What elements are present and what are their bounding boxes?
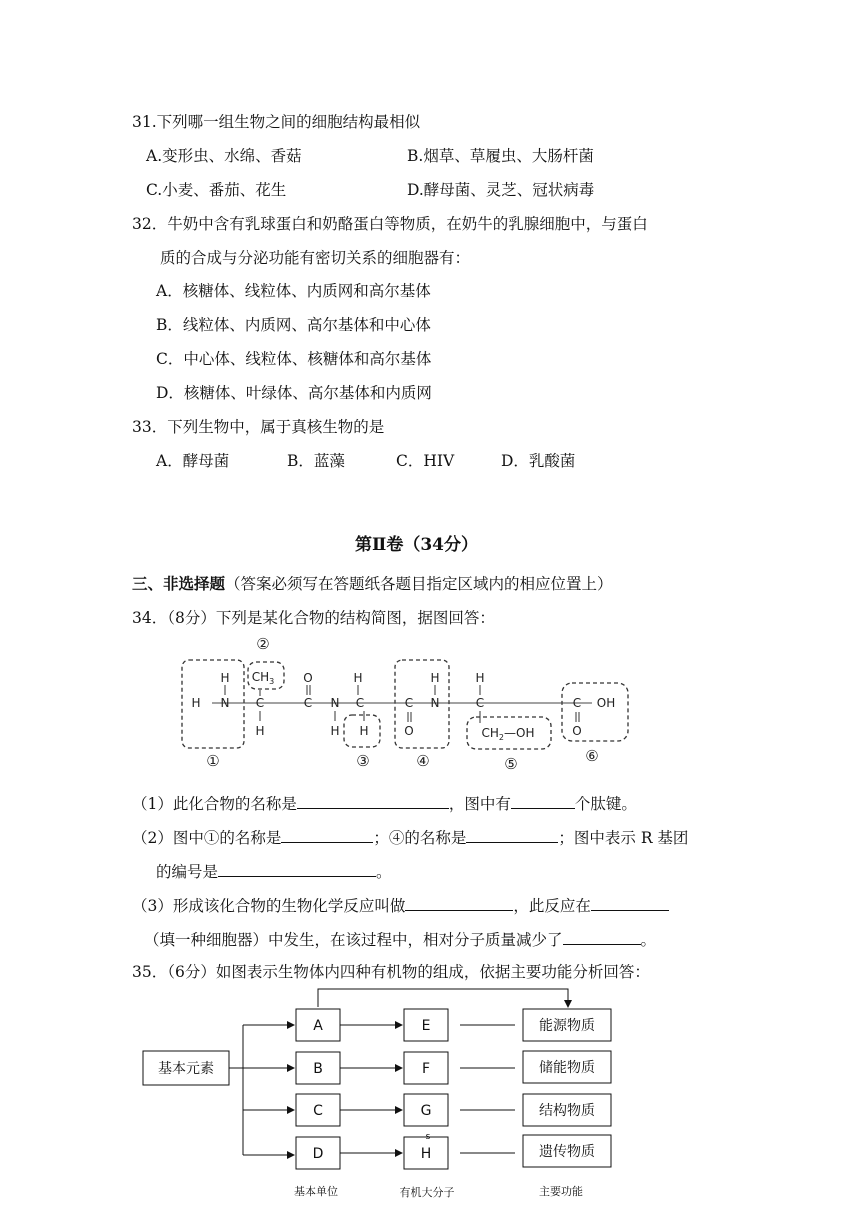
- atom-c-carbonyl-1: C: [303, 696, 313, 710]
- macro-label-h: H: [420, 1146, 432, 1162]
- atom-o-3: O: [572, 724, 582, 738]
- q34-sub3-text-c: （填一种细胞器）中发生，在该过程中，相对分子质量减少了: [144, 931, 563, 949]
- macro-label-g: G: [420, 1103, 432, 1119]
- macro-label-e: E: [421, 1018, 431, 1034]
- q31-option-b: B.烟草、草履虫、大肠杆菌: [407, 147, 594, 165]
- section-label: 三、非选择题: [132, 574, 226, 593]
- q34-sub2-text-a: （2）图中①的名称是: [132, 829, 282, 847]
- function-label-genetic: 遗传物质: [539, 1144, 595, 1160]
- atom-h-top-4: H: [475, 671, 485, 685]
- peptide-structure-diagram: [180, 633, 640, 773]
- macro-label-f: F: [421, 1061, 431, 1077]
- q31-stem: 31.下列哪一组生物之间的细胞结构最相似: [132, 113, 421, 131]
- q34-sub2: [132, 826, 688, 848]
- atom-c-alpha-3: C: [475, 696, 485, 710]
- unit-label-a: A: [313, 1018, 323, 1034]
- answer-blank-mass[interactable]: [563, 928, 641, 945]
- atom-h-n2: H: [330, 724, 340, 738]
- unit-label-b: B: [313, 1061, 323, 1077]
- atom-ch3: $CH_3$: [251, 670, 275, 686]
- atom-n-3: N: [430, 696, 440, 710]
- q34-sub3-text-a: （3）形成该化合物的生物化学反应叫做: [132, 897, 406, 915]
- q32-option-b: B．线粒体、内质网、高尔基体和中心体: [156, 316, 431, 334]
- q33-option-b: B．蓝藻: [287, 452, 345, 470]
- q34-sub1-text-a: （1）此化合物的名称是: [132, 795, 297, 813]
- q34-sub1-text-c: 个肽键。: [574, 795, 637, 813]
- section-heading: [132, 574, 613, 594]
- stray-mark: s: [425, 1132, 431, 1142]
- footer-basic-unit: 基本单位: [294, 1185, 338, 1198]
- q34-sub3: [132, 894, 669, 916]
- function-label-structural: 结构物质: [539, 1103, 595, 1119]
- q34-sub2-text-b: ；④的名称是: [373, 829, 467, 847]
- q33-option-c: C．HIV: [396, 452, 455, 470]
- label-5: ⑤: [504, 755, 518, 773]
- answer-blank-reaction[interactable]: [405, 894, 513, 911]
- atom-h-r2: H: [359, 724, 369, 738]
- atom-h-top-3: H: [430, 671, 440, 685]
- q34-sub1-text-b: ，图中有: [448, 795, 511, 813]
- atom-c-carboxyl: C: [572, 696, 582, 710]
- atom-n-1: N: [220, 696, 230, 710]
- atom-n-2: N: [330, 696, 340, 710]
- q34-stem: 34．（8分）下列是某化合物的结构简图，据图回答：: [132, 609, 495, 627]
- atom-c-alpha-2: C: [355, 696, 365, 710]
- atom-ch2oh: $CH_2—OH$: [481, 726, 535, 742]
- atom-h-top-1: H: [220, 671, 230, 685]
- answer-blank-group4[interactable]: [466, 826, 558, 843]
- q32-option-c: C．中心体、线粒体、核糖体和高尔基体: [156, 350, 432, 368]
- atom-h-top-2: H: [353, 671, 363, 685]
- label-2: ②: [256, 635, 270, 653]
- atom-o-1: O: [303, 671, 313, 685]
- q34-sub2-text-e: 。: [376, 863, 392, 881]
- answer-blank-peptide-count[interactable]: [511, 792, 575, 809]
- function-label-energy: 能源物质: [539, 1018, 595, 1034]
- part2-title: 第Ⅱ卷（34分）: [355, 535, 478, 555]
- atom-c-alpha-1: C: [255, 696, 265, 710]
- unit-label-c: C: [313, 1103, 323, 1119]
- q34-sub3-cont: [144, 928, 656, 950]
- atom-o-2: O: [404, 724, 414, 738]
- footer-function: 主要功能: [539, 1185, 583, 1198]
- answer-blank-compound-name[interactable]: [297, 792, 449, 809]
- atom-h-left: H: [191, 696, 201, 710]
- source-label: 基本元素: [158, 1061, 214, 1077]
- q33-option-d: D．乳酸菌: [501, 452, 576, 470]
- biomolecule-flow-diagram: [130, 985, 650, 1200]
- q33-stem: 33．下列生物中，属于真核生物的是: [132, 418, 385, 436]
- q34-sub1: [132, 792, 637, 814]
- q33-option-a: A．酵母菌: [156, 452, 230, 470]
- q34-sub2-text-d: 的编号是: [156, 863, 219, 881]
- unit-label-d: D: [312, 1146, 324, 1162]
- label-3: ③: [356, 752, 370, 770]
- label-1: ①: [206, 752, 220, 770]
- atom-h-bottom-1: H: [255, 724, 265, 738]
- atom-c-carbonyl-2: C: [404, 696, 414, 710]
- q32-option-d: D．核糖体、叶绿体、高尔基体和内质网: [156, 384, 432, 402]
- q32-stem-line2: 质的合成与分泌功能有密切关系的细胞器有：: [160, 249, 471, 267]
- function-label-storage: 储能物质: [539, 1060, 595, 1076]
- label-6: ⑥: [585, 747, 599, 765]
- q34-sub2-cont: [156, 860, 392, 882]
- group-4-peptide-bond-box: [395, 660, 449, 748]
- q34-sub2-text-c: ；图中表示 R 基团: [558, 829, 689, 847]
- q31-option-d: D.酵母菌、灵芝、冠状病毒: [407, 181, 595, 199]
- q34-sub3-text-d: 。: [640, 931, 657, 949]
- label-4: ④: [416, 752, 430, 770]
- section-note: （答案必须写在答题纸各题目指定区域内的相应位置上）: [225, 575, 613, 593]
- answer-blank-organelle[interactable]: [591, 894, 669, 911]
- q31-option-a: A.变形虫、水绵、香菇: [146, 147, 302, 165]
- q31-option-c: C.小麦、番茄、花生: [146, 181, 287, 199]
- footer-macromolecule: 有机大分子: [399, 1186, 455, 1199]
- q32-option-a: A．核糖体、线粒体、内质网和高尔基体: [156, 282, 431, 300]
- top-bypass-arrow: [318, 989, 568, 1007]
- q32-stem-line1: 32．牛奶中含有乳球蛋白和奶酪蛋白等物质，在奶牛的乳腺细胞中，与蛋白: [132, 215, 648, 233]
- atom-oh: OH: [596, 696, 616, 710]
- q34-sub3-text-b: ，此反应在: [513, 897, 591, 915]
- answer-blank-r-groups[interactable]: [218, 860, 376, 877]
- q35-stem: 35．（6分）如图表示生物体内四种有机物的组成，依据主要功能分析回答：: [132, 963, 650, 981]
- answer-blank-group1[interactable]: [281, 826, 373, 843]
